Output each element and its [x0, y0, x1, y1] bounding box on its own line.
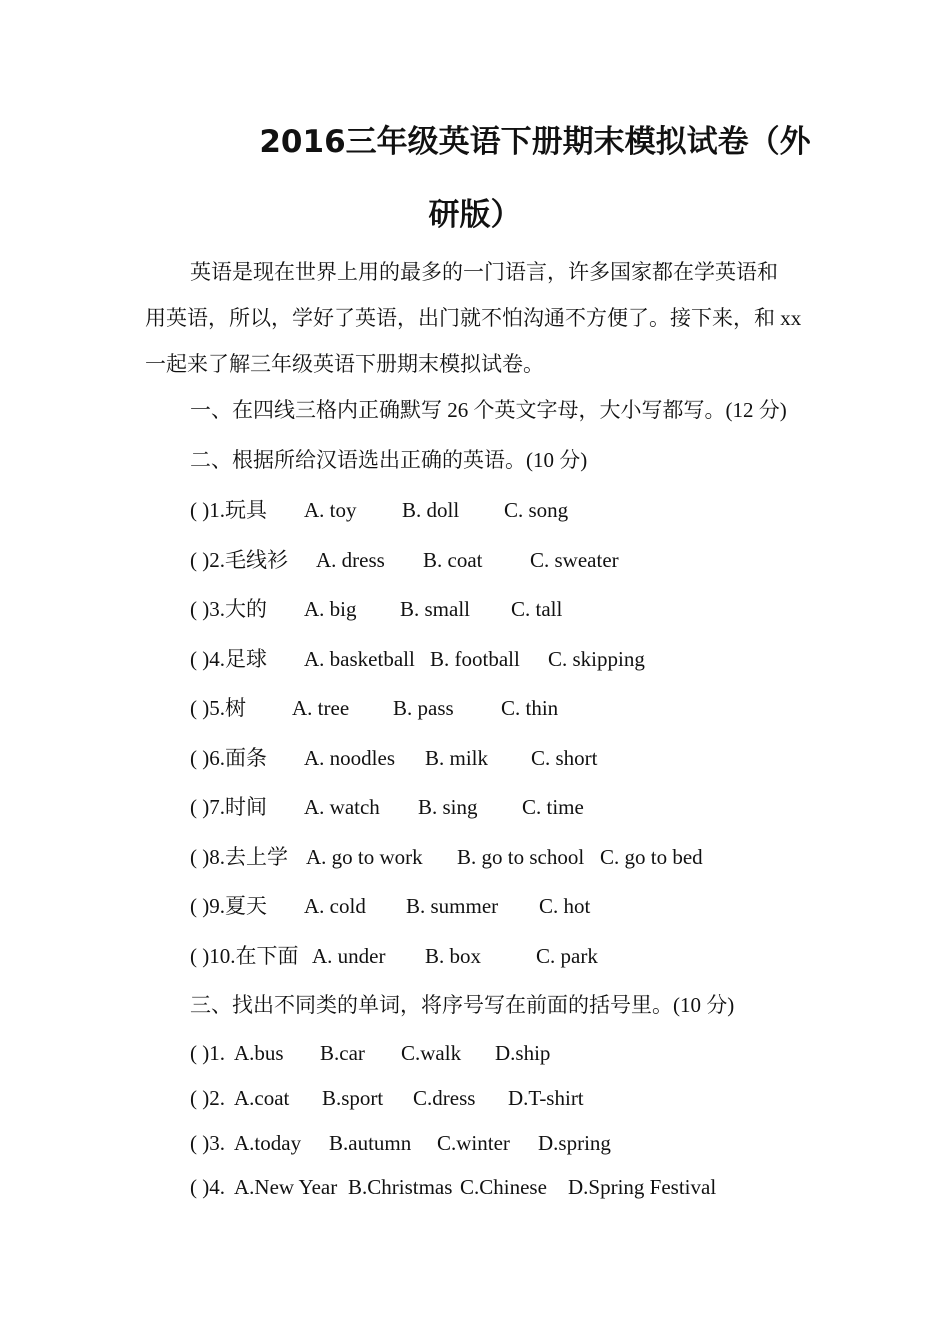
option-c: C.dress: [413, 1086, 476, 1110]
intro-paragraph-line-2: 用英语，所以，学好了英语，出门就不怕沟通不方便了。接下来，和 xx: [145, 306, 802, 330]
question-number: ( )4.: [190, 1175, 225, 1199]
option-a: A. tree: [292, 696, 350, 720]
option-a: A. go to work: [306, 845, 423, 869]
option-b: B.sport: [322, 1086, 384, 1110]
option-b: B. coat: [423, 548, 483, 572]
option-a: A. noodles: [304, 746, 395, 770]
option-a: A. under: [312, 944, 386, 968]
question-number: ( )10.在下面: [190, 944, 299, 968]
question-number: ( )5.树: [190, 696, 246, 720]
question-number: ( )2.: [190, 1086, 225, 1110]
option-a: A.today: [234, 1131, 302, 1155]
option-b: B. summer: [406, 894, 499, 918]
option-c: C. tall: [511, 597, 563, 621]
option-a: A. dress: [316, 548, 385, 572]
option-b: B.autumn: [329, 1131, 412, 1155]
option-b: B. doll: [402, 498, 460, 522]
option-c: C. thin: [501, 696, 559, 720]
option-a: A. watch: [304, 795, 380, 819]
option-b: B.Christmas: [348, 1175, 453, 1199]
section-1-heading: 一、在四线三格内正确默写 26 个英文字母，大小写都写。(12 分): [190, 398, 787, 422]
option-d: D.T-shirt: [508, 1086, 584, 1110]
option-c: C. song: [504, 498, 569, 522]
option-b: B. small: [400, 597, 471, 621]
option-a: A. basketball: [304, 647, 415, 671]
option-c: C.Chinese: [460, 1175, 547, 1199]
option-c: C. time: [522, 795, 584, 819]
option-b: B.car: [320, 1041, 365, 1065]
question-number: ( )3.大的: [190, 597, 267, 621]
option-c: C. skipping: [548, 647, 645, 671]
option-b: B. milk: [425, 746, 489, 770]
option-a: A.bus: [234, 1041, 284, 1065]
option-a: A. toy: [304, 498, 357, 522]
intro-paragraph-line-3: 一起来了解三年级英语下册期末模拟试卷。: [145, 352, 544, 376]
option-c: C. go to bed: [600, 845, 703, 869]
question-number: ( )2.毛线衫: [190, 548, 288, 572]
option-d: D.ship: [495, 1041, 551, 1065]
option-c: C.winter: [437, 1131, 510, 1155]
option-c: C. hot: [539, 894, 591, 918]
page-title-line-1: 2016三年级英语下册期末模拟试卷（外: [259, 124, 811, 160]
question-number: ( )4.足球: [190, 647, 267, 671]
intro-paragraph-line-1: 英语是现在世界上用的最多的一门语言，许多国家都在学英语和: [190, 260, 778, 284]
option-b: B. box: [425, 944, 482, 968]
section-3-heading: 三、找出不同类的单词，将序号写在前面的括号里。(10 分): [190, 993, 735, 1017]
option-c: C. short: [531, 746, 598, 770]
question-number: ( )9.夏天: [190, 894, 267, 918]
question-number: ( )6.面条: [190, 746, 267, 770]
option-a: A.coat: [234, 1086, 290, 1110]
option-a: A.New Year: [234, 1175, 338, 1199]
page-title-line-2: 研版）: [428, 197, 522, 233]
question-number: ( )8.去上学: [190, 845, 288, 869]
option-d: D.spring: [538, 1131, 611, 1155]
option-c: C.walk: [401, 1041, 462, 1065]
option-b: B. pass: [393, 696, 454, 720]
option-b: B. sing: [418, 795, 478, 819]
option-a: A. cold: [304, 894, 366, 918]
section-2-heading: 二、根据所给汉语选出正确的英语。(10 分): [190, 448, 588, 472]
option-d: D.Spring Festival: [568, 1175, 717, 1199]
question-number: ( )1.: [190, 1041, 225, 1065]
option-b: B. football: [430, 647, 520, 671]
question-number: ( )7.时间: [190, 795, 267, 819]
option-c: C. park: [536, 944, 598, 968]
option-a: A. big: [304, 597, 357, 621]
option-c: C. sweater: [530, 548, 619, 572]
question-number: ( )1.玩具: [190, 498, 267, 522]
option-b: B. go to school: [457, 845, 585, 869]
question-number: ( )3.: [190, 1131, 225, 1155]
